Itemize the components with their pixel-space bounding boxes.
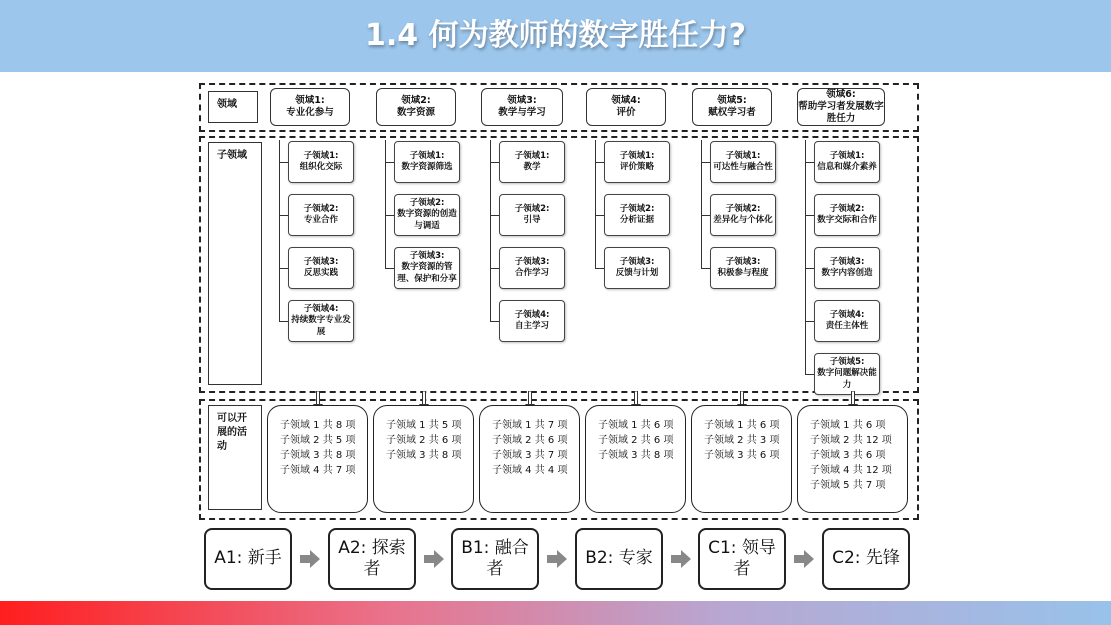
subdomain-desc: 信息和媒介素养 [817,162,877,172]
subdomain-name: 子领域2: [514,203,550,214]
subdomain-name: 子领域1: [725,150,761,161]
level-box: C2: 先锋 [822,528,910,590]
domain-desc: 数字资源 [396,107,435,118]
row-label-activities: 可以开展的活动 [208,405,262,510]
connector-branch [805,321,814,322]
activity-item: 子领域 4 共 12 项 [810,465,892,476]
subdomain-name: 子领域4: [514,309,550,320]
activity-item: 子领域 1 共 5 项 [386,420,462,431]
connector-branch [279,268,288,269]
subdomain-box [394,247,460,289]
domain-box [692,88,772,126]
activity-item: 子领域 2 共 6 项 [492,435,568,446]
activity-item: 子领域 3 共 8 项 [386,450,462,461]
activity-item: 子领域 1 共 6 项 [704,420,780,431]
connector-line [805,140,806,374]
subdomain-box [394,194,460,236]
domain-desc: 教学与学习 [498,107,546,118]
activity-item: 子领域 4 共 4 项 [492,465,568,476]
subdomain-box [288,141,354,183]
connector-branch [490,268,499,269]
subdomain-desc: 教学 [523,162,541,172]
connector-branch [701,162,710,163]
subdomain-desc: 差异化与个体化 [713,215,773,225]
connector-branch [490,321,499,322]
right-arrow-icon [671,550,691,568]
row-label-domain: 领域 [208,91,258,123]
subdomain-box [499,300,565,342]
subdomain-desc: 数字资源的创造与调适 [397,209,457,231]
connector-branch [595,268,604,269]
subdomain-box [814,141,880,183]
subdomain-desc: 数字交际和合作 [817,215,877,225]
domain-desc: 专业化参与 [286,107,334,118]
slide-title: 1.4 何为教师的数字胜任力? [365,18,746,53]
domain-name: 领域1: [295,95,325,107]
activity-item: 子领域 1 共 8 项 [280,420,356,431]
activity-item: 子领域 3 共 8 项 [280,450,356,461]
right-arrow-icon [424,550,444,568]
subdomain-box [710,194,776,236]
subdomain-name: 子领域3: [409,251,445,262]
activity-box [585,405,686,513]
row-label-subdomain: 子领域 [208,142,262,385]
subdomain-desc: 数字资源筛选 [401,162,453,172]
subdomain-box [499,194,565,236]
activity-item: 子领域 3 共 6 项 [810,450,886,461]
domain-name: 领域3: [507,95,537,107]
level-box: A2: 探索者 [328,528,416,590]
footer-gradient-bar [0,601,1111,625]
domain-name: 领域6: [826,89,856,101]
activity-item: 子领域 2 共 6 项 [598,435,674,446]
subdomain-box [394,141,460,183]
activity-box [267,405,368,513]
subdomain-box [604,141,670,183]
connector-branch [805,374,814,375]
connector-branch [490,162,499,163]
subdomain-desc: 合作学习 [514,268,549,278]
activity-item: 子领域 3 共 6 项 [704,450,780,461]
connector-branch [805,215,814,216]
connector-branch [701,215,710,216]
subdomain-name: 子领域2: [619,203,655,214]
subdomain-name: 子领域3: [303,256,339,267]
subdomain-box [288,247,354,289]
domain-desc: 帮助学习者发展数字胜任力 [798,101,884,124]
subdomain-desc: 专业合作 [303,215,338,225]
activity-item: 子领域 2 共 12 项 [810,435,892,446]
activity-box [797,405,908,513]
subdomain-desc: 组织化交际 [299,162,343,172]
subdomain-desc: 分析证据 [619,215,654,225]
connector-line [279,140,280,321]
subdomain-desc: 数字问题解决能力 [817,368,877,390]
activity-item: 子领域 1 共 7 项 [492,420,568,431]
subdomain-box [814,194,880,236]
subdomain-name: 子领域1: [409,150,445,161]
level-box: A1: 新手 [204,528,292,590]
connector-branch [385,268,394,269]
subdomain-name: 子领域3: [725,256,761,267]
domain-desc: 赋权学习者 [708,107,756,118]
subdomain-box [499,141,565,183]
activity-item: 子领域 2 共 6 项 [386,435,462,446]
domain-box [376,88,456,126]
subdomain-name: 子领域1: [303,150,339,161]
connector-line [490,140,491,321]
subdomain-box [604,194,670,236]
connector-branch [385,215,394,216]
subdomain-box [604,247,670,289]
subdomain-desc: 引导 [523,215,541,225]
subdomain-desc: 评价策略 [619,162,654,172]
subdomain-name: 子领域5: [829,357,865,368]
activity-item: 子领域 3 共 7 项 [492,450,568,461]
connector-line [701,140,702,268]
subdomain-desc: 反思实践 [303,268,338,278]
right-arrow-icon [300,550,320,568]
activity-item: 子领域 4 共 7 项 [280,465,356,476]
subdomain-name: 子领域1: [514,150,550,161]
connector-branch [279,162,288,163]
connector-branch [805,162,814,163]
activity-item: 子领域 1 共 6 项 [810,420,886,431]
subdomain-box [710,141,776,183]
domain-box [481,88,563,126]
subdomain-desc: 反馈与计划 [615,268,659,278]
subdomain-desc: 可达性与融合性 [713,162,773,172]
subdomain-name: 子领域3: [514,256,550,267]
subdomain-box [710,247,776,289]
connector-branch [385,162,394,163]
subdomain-name: 子领域1: [829,150,865,161]
subdomain-desc: 积极参与程度 [717,268,769,278]
connector-branch [279,321,288,322]
domain-box [586,88,666,126]
subdomain-box [814,353,880,395]
subdomain-desc: 数字资源的管理、保护和分享 [397,262,457,284]
subdomain-desc: 自主学习 [514,321,549,331]
connector-branch [805,268,814,269]
subdomain-name: 子领域1: [619,150,655,161]
connector-branch [701,268,710,269]
activity-box [479,405,580,513]
subdomain-name: 子领域3: [619,256,655,267]
level-box: B2: 专家 [575,528,663,590]
subdomain-box [814,247,880,289]
subdomain-box [288,300,354,342]
subdomain-name: 子领域2: [829,203,865,214]
activity-box [691,405,792,513]
subdomain-name: 子领域2: [409,198,445,209]
subdomain-box [499,247,565,289]
right-arrow-icon [547,550,567,568]
domain-desc: 评价 [616,107,636,118]
subdomain-desc: 责任主体性 [825,321,869,331]
domain-name: 领域5: [717,95,747,107]
connector-line [595,140,596,268]
level-box: B1: 融合者 [451,528,539,590]
activity-box [373,405,474,513]
right-arrow-icon [794,550,814,568]
domain-box [797,88,885,126]
connector-branch [490,215,499,216]
activity-item: 子领域 5 共 7 项 [810,480,886,491]
subdomain-name: 子领域4: [829,309,865,320]
activity-item: 子领域 2 共 3 项 [704,435,780,446]
subdomain-box [288,194,354,236]
domain-name: 领域2: [401,95,431,107]
subdomain-name: 子领域2: [303,203,339,214]
level-box: C1: 领导者 [698,528,786,590]
subdomain-name: 子领域2: [725,203,761,214]
activity-item: 子领域 3 共 8 项 [598,450,674,461]
activity-item: 子领域 1 共 6 项 [598,420,674,431]
subdomain-name: 子领域3: [829,256,865,267]
connector-branch [595,162,604,163]
subdomain-box [814,300,880,342]
subdomain-desc: 持续数字专业发展 [291,315,351,337]
domain-name: 领域4: [611,95,641,107]
subdomain-desc: 数字内容创造 [821,268,873,278]
activity-item: 子领域 2 共 5 项 [280,435,356,446]
connector-branch [595,215,604,216]
subdomain-name: 子领域4: [303,304,339,315]
domain-box [270,88,350,126]
connector-branch [279,215,288,216]
connector-line [385,140,386,268]
